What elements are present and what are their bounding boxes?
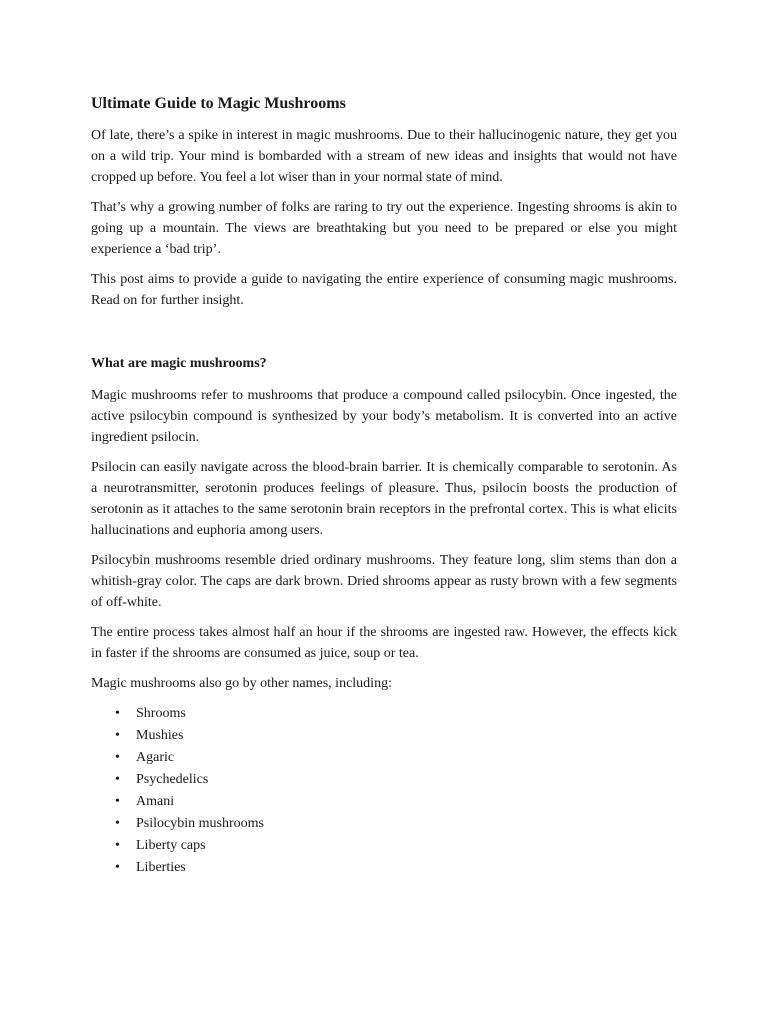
section-paragraph-4: The entire process takes almost half an hour if the shrooms are ingested raw. However, the effects kick in faster if the shrooms are consumed as juice, soup or tea.: [91, 625, 677, 661]
bullet-icon: •: [115, 794, 120, 809]
bullet-icon: •: [115, 750, 120, 765]
bullet-icon: •: [115, 816, 120, 831]
section-paragraph-5: Magic mushrooms also go by other names, including:: [91, 676, 392, 691]
document-page: [91, 93, 677, 879]
intro-paragraph-1: Of late, there’s a spike in interest in magic mushrooms. Due to their hallucinogenic nature, they get you on a wild trip. Your mind is bombarded with a stream of new ideas and insights that would not have cropped up before. You feel a lot wiser than in your normal state of mind.: [91, 128, 677, 185]
section-paragraph-2: Psilocin can easily navigate across the blood-brain barrier. It is chemically comparable to serotonin. As a neurotransmitter, serotonin produces feelings of pleasure. Thus, psilocin boosts the production of serotonin as it attaches to the same serotonin brain receptors in the prefrontal cortex. This is what elicits hallucinations and euphoria among users.: [91, 460, 677, 538]
list-item: [91, 703, 677, 725]
section-spacer: [91, 320, 677, 353]
list-item: [91, 769, 677, 791]
list-item: [91, 857, 677, 879]
intro-paragraph-3: This post aims to provide a guide to navigating the entire experience of consuming magic mushrooms. Read on for further insight.: [91, 272, 677, 308]
list-item-text: Shrooms: [136, 706, 186, 721]
intro-paragraph-2: That’s why a growing number of folks are raring to try out the experience. Ingesting shrooms is akin to going up a mountain. The views are breathtaking but you need to be prepared or else you might experience a ‘bad trip’.: [91, 200, 677, 257]
names-list: [91, 703, 677, 879]
list-item: [91, 835, 677, 857]
section-paragraph-1: Magic mushrooms refer to mushrooms that produce a compound called psilocybin. Once ingested, the active psilocybin compound is synthesized by your body’s metabolism. It is converted into an active ingredient psilocin.: [91, 388, 677, 445]
list-item-text: Liberties: [136, 860, 186, 875]
list-item-text: Psilocybin mushrooms: [136, 816, 264, 831]
bullet-icon: •: [115, 728, 120, 743]
list-item: [91, 791, 677, 813]
list-item: [91, 725, 677, 747]
bullet-icon: •: [115, 838, 120, 853]
bullet-icon: •: [115, 706, 120, 721]
bullet-icon: •: [115, 860, 120, 875]
list-item: [91, 747, 677, 769]
list-item-text: Liberty caps: [136, 838, 206, 853]
list-item-text: Mushies: [136, 728, 184, 743]
document-title: Ultimate Guide to Magic Mushrooms: [91, 95, 346, 112]
bullet-icon: •: [115, 772, 120, 787]
section-paragraph-3: Psilocybin mushrooms resemble dried ordinary mushrooms. They feature long, slim stems than don a whitish-gray color. The caps are dark brown. Dried shrooms appear as rusty brown with a few segments of off-white.: [91, 553, 677, 610]
section-heading: What are magic mushrooms?: [91, 356, 267, 371]
list-item-text: Psychedelics: [136, 772, 209, 787]
list-item: [91, 813, 677, 835]
list-item-text: Agaric: [136, 750, 175, 765]
list-item-text: Amani: [136, 794, 175, 809]
